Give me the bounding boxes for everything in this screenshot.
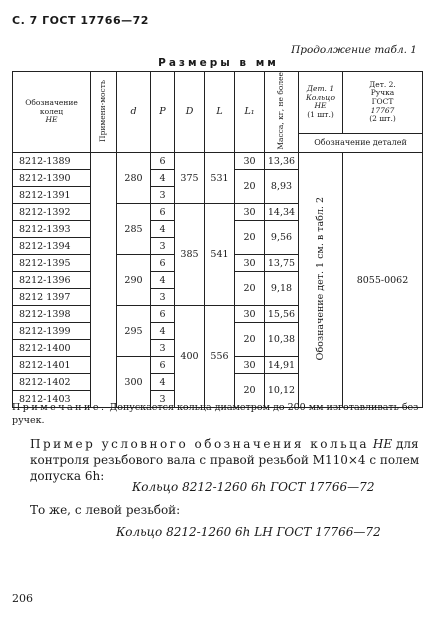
page-header: С. 7 ГОСТ 17766—72 <box>12 14 149 27</box>
col-header-det2: Дет. 2. Ручка ГОСТ 17767 (2 шт.) <box>343 72 423 134</box>
mass-value: 8,93 <box>265 170 299 204</box>
p-value: 4 <box>151 323 175 340</box>
big-d-value: 385 <box>175 204 205 306</box>
p-value: 6 <box>151 255 175 272</box>
l1-value: 30 <box>235 204 265 221</box>
ring-code: 8212-1392 <box>13 204 91 221</box>
d-value: 295 <box>117 306 151 357</box>
p-value: 3 <box>151 289 175 306</box>
l1-value: 30 <box>235 255 265 272</box>
example-lead: Пример условного обозначения кольца <box>30 437 370 451</box>
p-value: 4 <box>151 170 175 187</box>
l1-value: 30 <box>235 153 265 170</box>
mass-value: 14,34 <box>265 204 299 221</box>
col-header-det1: Дет. 1 Кольцо НЕ (1 шт.) <box>299 72 343 134</box>
mass-value: 10,38 <box>265 323 299 357</box>
p-value: 4 <box>151 272 175 289</box>
l1-value: 20 <box>235 272 265 306</box>
left-thread-intro: То же, с левой резьбой: <box>30 503 181 517</box>
p-value: 3 <box>151 340 175 357</box>
d-value: 280 <box>117 153 151 204</box>
ring-code: 8212-1395 <box>13 255 91 272</box>
example-paragraph <box>30 436 425 485</box>
l1-value: 20 <box>235 170 265 204</box>
page-number: 206 <box>12 592 33 605</box>
table-note <box>12 402 422 428</box>
mass-value: 9,56 <box>265 221 299 255</box>
col-header-mass: Масса, кг, не более <box>265 72 299 153</box>
p-value: 4 <box>151 221 175 238</box>
applicability-cell <box>91 153 117 408</box>
p-value: 6 <box>151 204 175 221</box>
ring-code: 8212-1402 <box>13 374 91 391</box>
d-value: 300 <box>117 357 151 408</box>
d-value: 290 <box>117 255 151 306</box>
mass-value: 13,75 <box>265 255 299 272</box>
table-row <box>13 153 423 170</box>
det2-cell: 8055-0062 <box>343 153 423 408</box>
l-value: 531 <box>205 153 235 204</box>
l1-value: 20 <box>235 374 265 408</box>
mass-value: 10,12 <box>265 374 299 408</box>
col-header-designation: Обозначение колец НЕ <box>13 72 91 153</box>
p-value: 6 <box>151 306 175 323</box>
table-continuation: Продолжение табл. 1 <box>291 44 417 56</box>
ring-code: 8212-1398 <box>13 306 91 323</box>
col-header-l1: L₁ <box>235 72 265 153</box>
mass-value: 15,56 <box>265 306 299 323</box>
p-value: 3 <box>151 187 175 204</box>
det1-cell: Обозначение дет. 1 см. в табл. 2 <box>299 153 343 408</box>
col-header-d: d <box>117 72 151 153</box>
ring-code: 8212-1389 <box>13 153 91 170</box>
p-value: 4 <box>151 374 175 391</box>
ring-code: 8212-1396 <box>13 272 91 289</box>
col-header-p: P <box>151 72 175 153</box>
l1-value: 30 <box>235 306 265 323</box>
p-value: 3 <box>151 238 175 255</box>
l1-value: 30 <box>235 357 265 374</box>
ring-code: 8212-1401 <box>13 357 91 374</box>
units-caption: Размеры в мм <box>158 57 279 69</box>
l1-value: 20 <box>235 323 265 357</box>
col-header-parts-designation: Обозначение деталей <box>299 133 423 153</box>
example-rest: для контроля резьбового вала с правой резьбой М110×4 с полем допуска 6h: <box>30 437 420 484</box>
note-text: Допускается кольца диаметром до 200 мм изготавливать без ручек. <box>12 402 419 426</box>
mass-value: 14,91 <box>265 357 299 374</box>
big-d-value: 375 <box>175 153 205 204</box>
ring-code: 8212-1403 <box>13 391 91 408</box>
ring-code: 8212-1399 <box>13 323 91 340</box>
col-header-l: L <box>205 72 235 153</box>
p-value: 3 <box>151 391 175 408</box>
designation-right-thread: Кольцо 8212-1260 6h ГОСТ 17766—72 <box>132 480 375 494</box>
p-value: 6 <box>151 357 175 374</box>
dimensions-table <box>12 71 423 408</box>
ring-code: 8212-1400 <box>13 340 91 357</box>
l1-value: 20 <box>235 221 265 255</box>
p-value: 6 <box>151 153 175 170</box>
l-value: 556 <box>205 306 235 408</box>
designation-left-thread: Кольцо 8212-1260 6h LH ГОСТ 17766—72 <box>116 525 381 539</box>
example-ne: НЕ <box>372 437 393 451</box>
note-label: Примечание. <box>12 402 107 413</box>
ring-code: 8212-1393 <box>13 221 91 238</box>
mass-value: 9,18 <box>265 272 299 306</box>
d-value: 285 <box>117 204 151 255</box>
col-header-big-d: D <box>175 72 205 153</box>
ring-code: 8212-1394 <box>13 238 91 255</box>
ring-code: 8212 1397 <box>13 289 91 306</box>
big-d-value: 400 <box>175 306 205 408</box>
l-value: 541 <box>205 204 235 306</box>
ring-code: 8212-1391 <box>13 187 91 204</box>
col-header-applicability: Примени-мость <box>91 72 117 153</box>
mass-value: 13,36 <box>265 153 299 170</box>
ring-code: 8212-1390 <box>13 170 91 187</box>
